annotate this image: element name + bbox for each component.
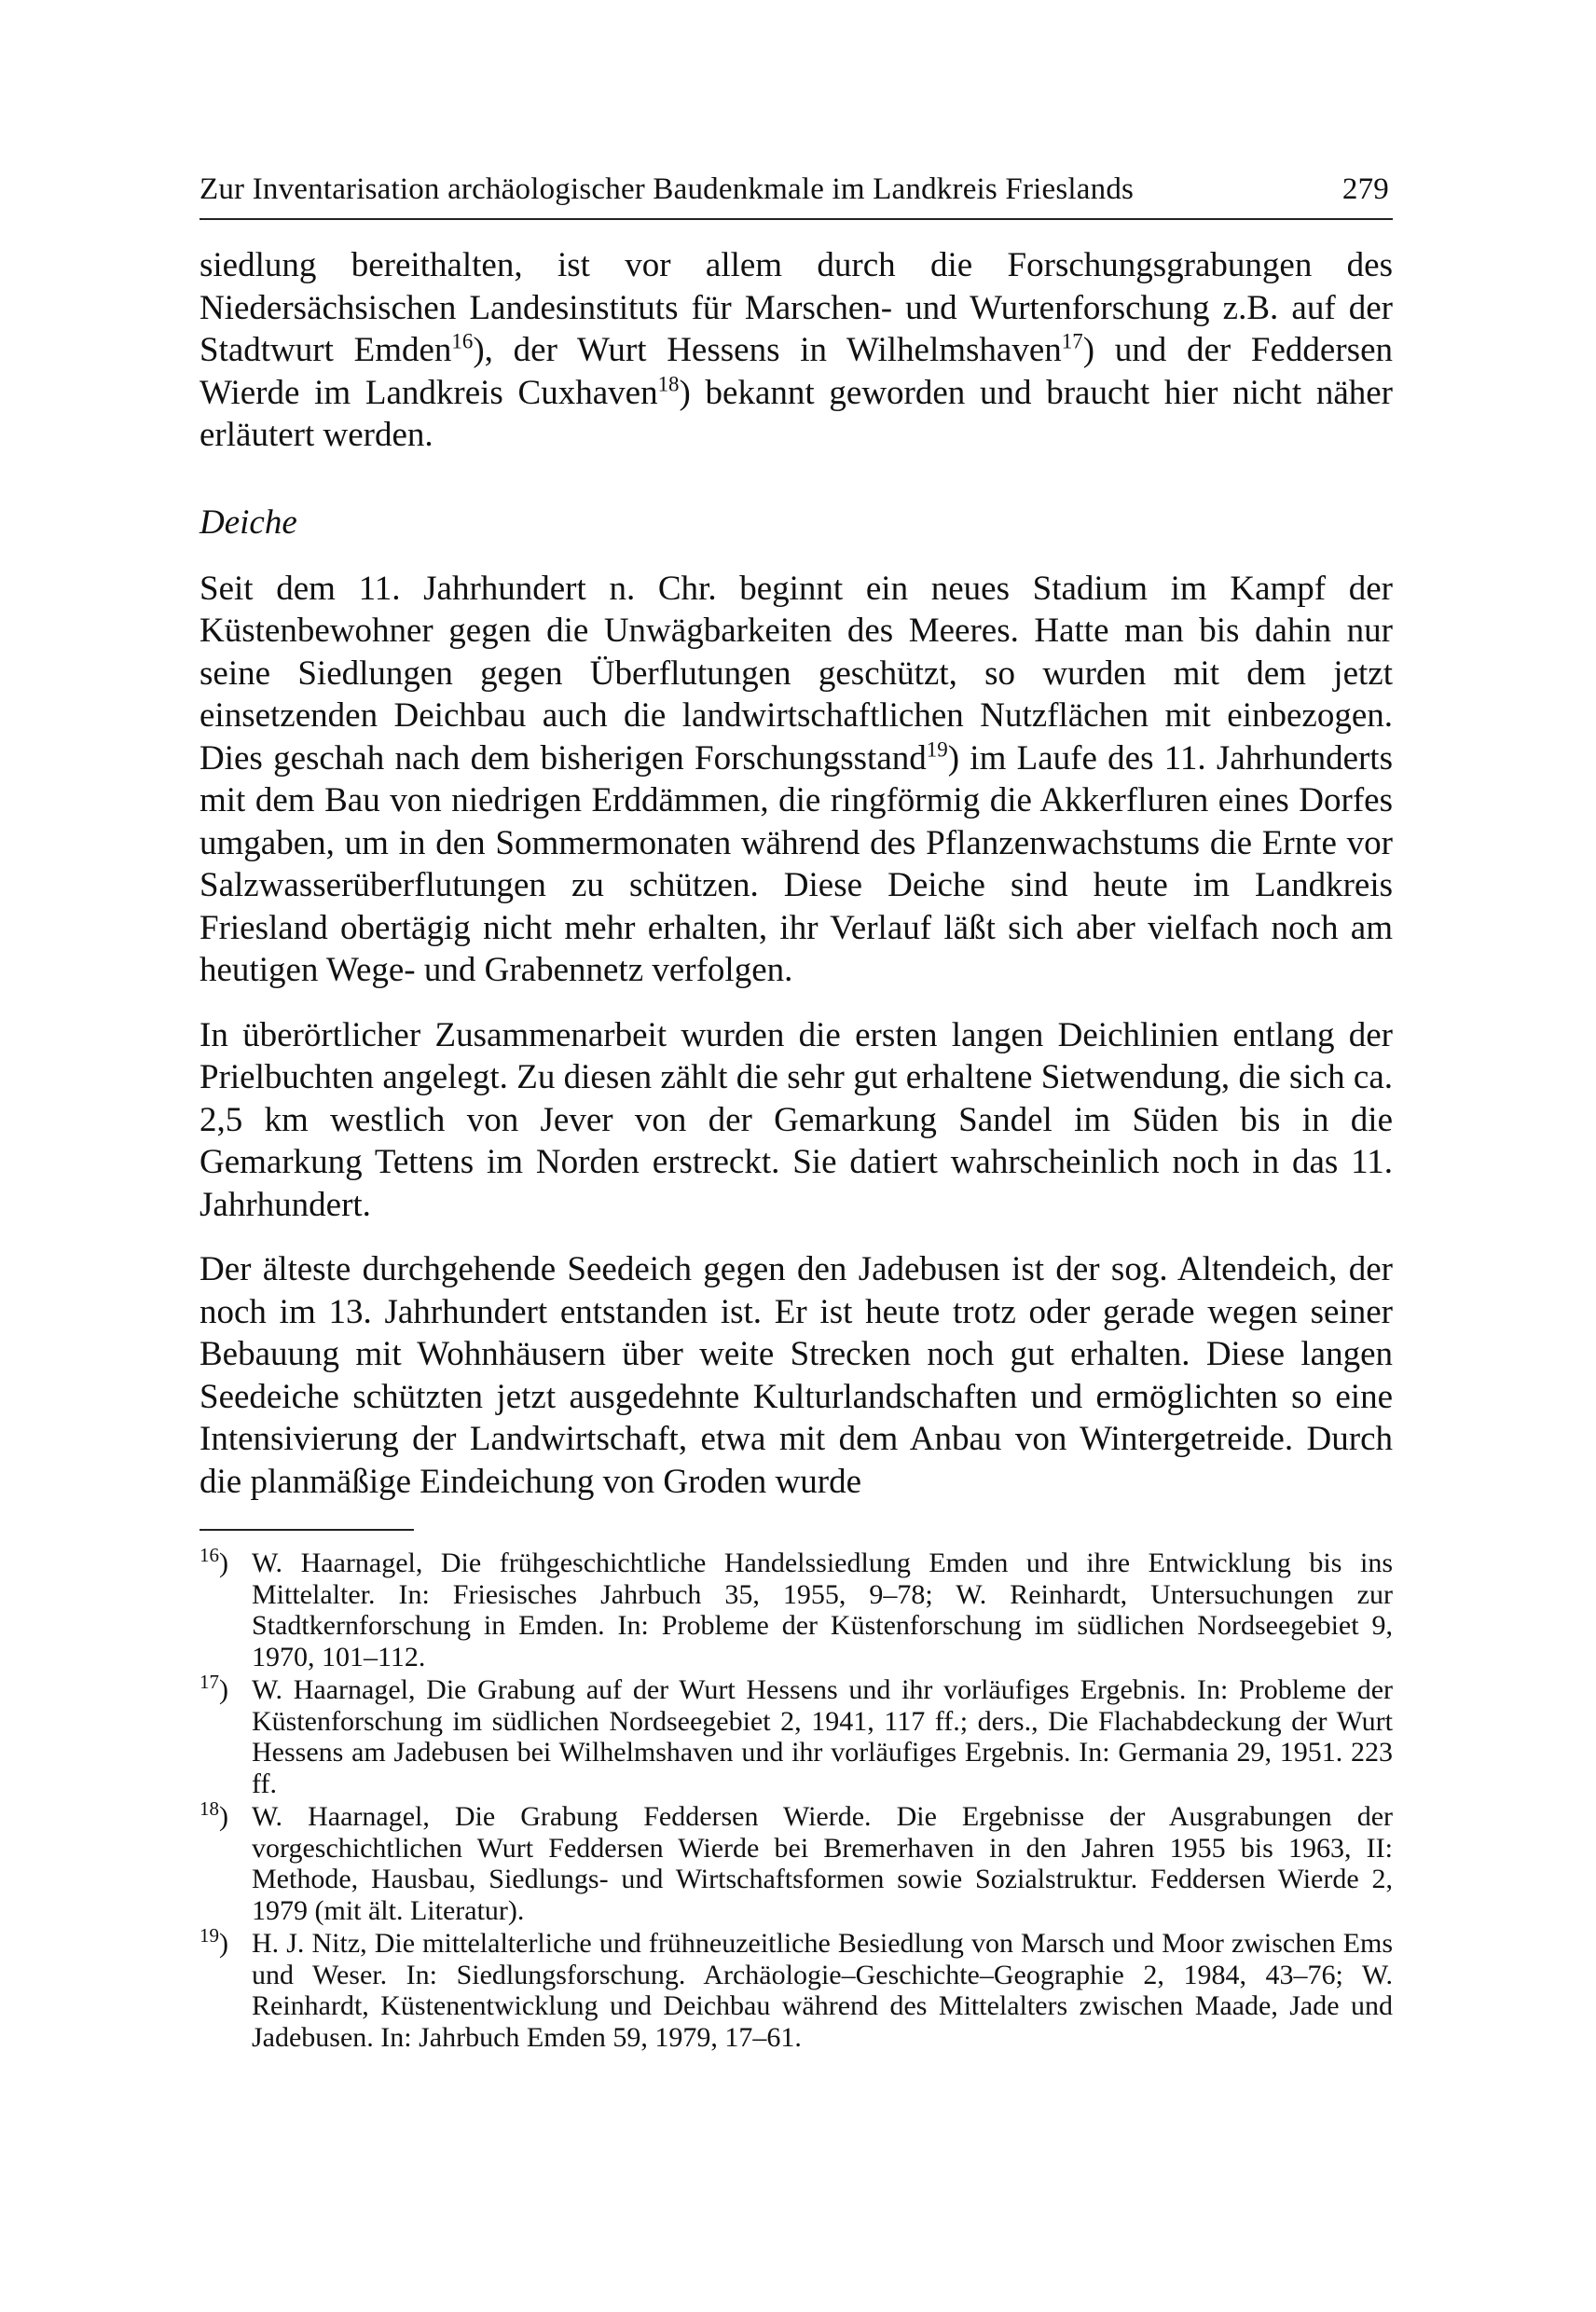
footnote-marker: $^{18}$) xyxy=(200,1797,228,1832)
paragraph-1 xyxy=(200,244,1393,457)
paragraph-1-text-b: ), der Wurt Hessens in Wilhelmshaven xyxy=(473,331,1062,369)
footnote-18 xyxy=(200,1797,1393,1926)
footnote-text: W. Haarnagel, Die Grabung Feddersen Wierde. Die Ergebnisse der Ausgrabungen der vorgeschichtlichen Wurt Feddersen Wierde bei Bremerhaven in den Jahren 1955 bis 1963, II: Methode, Hausbau, Siedlungs- und Wirtschaftsformen sowie Sozialstruktur. Feddersen Wierde 2, 1979 (mit ält. Literatur). xyxy=(252,1801,1393,1926)
footnote-19 xyxy=(200,1924,1393,2053)
footnote-16 xyxy=(200,1544,1393,1672)
footnote-ref-16: 16 xyxy=(451,329,474,353)
page-number: 279 xyxy=(1341,172,1389,206)
running-head xyxy=(200,168,1393,220)
footnote-ref-19: 19 xyxy=(926,737,948,762)
paragraph-1-text-d: ) bekannt geworden und braucht hier nicht näher erläutert werden. xyxy=(200,373,1393,454)
paragraph-2 xyxy=(200,568,1393,992)
footnote-number: 18 xyxy=(200,1797,219,1820)
paragraph-3: In überörtlicher Zusammenarbeit wurden die ersten langen Deichlinien entlang der Prielbuchten angelegt. Zu diesen zählt die sehr gut erhaltene Sietwendung, die sich ca. 2,5 km westlich von Jever von der Gemarkung Sandel im Süden bis in die Gemarkung Tettens im Norden erstreckt. Sie datiert wahrscheinlich noch in das 11. Jahrhundert. xyxy=(200,1015,1393,1224)
footnote-text: W. Haarnagel, Die frühgeschichtliche Handelssiedlung Emden und ihre Entwicklung bis ins Mittelalter. In: Friesisches Jahrbuch 35, 1955, 9–78; W. Reinhardt, Untersuchungen zur Stadtkernforschung in Emden. In: Probleme der Küstenforschung im südlichen Nordseegebiet 9, 1970, 101–112. xyxy=(252,1548,1393,1672)
running-head-title: Zur Inventarisation archäologischer Baudenkmale im Landkreis Frieslands xyxy=(200,172,1135,206)
footnote-text: W. Haarnagel, Die Grabung auf der Wurt Hessens und ihr vorläufiges Ergebnis. In: Probleme der Küstenforschung im südlichen Nordseegebiet 2, 1941, 117 ff.; ders., Die Flachabdeckung der Wurt Hessens am Jadebusen bei Wilhelmshaven und ihr vorläufiges Ergebnis. In: Germania 29, 1951. 223 ff. xyxy=(252,1674,1393,1799)
paragraph-1-text-a: siedlung bereithalten, ist vor allem durch die Forschungsgrabungen des Niedersächsischen Landesinstituts für Marschen- und Wurtenforschung z.B. auf der Stadtwurt Emden xyxy=(200,246,1393,369)
footnote-marker: $^{17}$) xyxy=(200,1671,228,1705)
footnote-marker: $^{16}$) xyxy=(200,1544,228,1578)
book-page xyxy=(200,168,1393,2055)
section-heading-deiche: Deiche xyxy=(200,502,297,542)
paragraph-2-text-b: ) im Laufe des 11. Jahrhunderts mit dem Bau von niedrigen Erddämmen, die ringförmig die Akkerfluren eines Dorfes umgaben, um in den Sommermonaten während des Pflanzenwachstums die Ernte vor Salzwasserüberflutungen zu schützen. Diese Deiche sind heute im Landkreis Friesland obertägig nicht mehr erhalten, ihr Verlauf läßt sich aber vielfach noch am heutigen Wege- und Grabennetz verfolgen. xyxy=(200,738,1393,989)
footnote-ref-18: 18 xyxy=(657,372,680,396)
footnote-number: 17 xyxy=(200,1671,219,1693)
footnotes xyxy=(200,1544,1393,2053)
footnote-marker: $^{19}$) xyxy=(200,1924,228,1959)
paragraph-2-text-a: Seit dem 11. Jahrhundert n. Chr. beginnt ein neues Stadium im Kampf der Küstenbewohner gegen die Unwägbarkeiten des Meeres. Hatte man bis dahin nur seine Siedlungen gegen Überflutungen geschützt, so wurden mit dem jetzt einsetzenden Deichbau auch die landwirtschaftlichen Nutzflächen mit einbezogen. Dies geschah nach dem bisherigen Forschungsstand xyxy=(200,569,1393,778)
body-text xyxy=(200,244,1393,1503)
paragraph-4: Der älteste durchgehende Seedeich gegen den Jadebusen ist der sog. Altendeich, der noch im 13. Jahrhundert entstanden ist. Er ist heute trotz oder gerade wegen seiner Bebauung mit Wohnhäusern über weite Strecken noch gut erhalten. Diese langen Seedeiche schützten jetzt ausgedehnte Kulturlandschaften und ermöglichten so eine Intensivierung der Landwirtschaft, etwa mit dem Anbau von Wintergetreide. Durch die planmäßige Eindeichung von Groden wurde xyxy=(200,1250,1393,1501)
footnote-17 xyxy=(200,1671,1393,1799)
footnote-number: 19 xyxy=(200,1924,219,1947)
footnote-ref-17: 17 xyxy=(1061,329,1083,353)
paragraph-1-text-c: ) und der Feddersen Wierde im Landkreis Cuxhaven xyxy=(200,331,1393,412)
footnote-divider xyxy=(200,1529,414,1531)
footnote-text: H. J. Nitz, Die mittelalterliche und frühneuzeitliche Besiedlung von Marsch und Moor zwischen Ems und Weser. In: Siedlungsforschung. Archäologie–Geschichte–Geographie 2, 1984, 43–76; W. Reinhardt, Küstenentwicklung und Deichbau während des Mittelalters zwischen Maade, Jade und Jadebusen. In: Jahrbuch Emden 59, 1979, 17–61. xyxy=(252,1928,1393,2053)
footnote-number: 16 xyxy=(200,1544,219,1566)
